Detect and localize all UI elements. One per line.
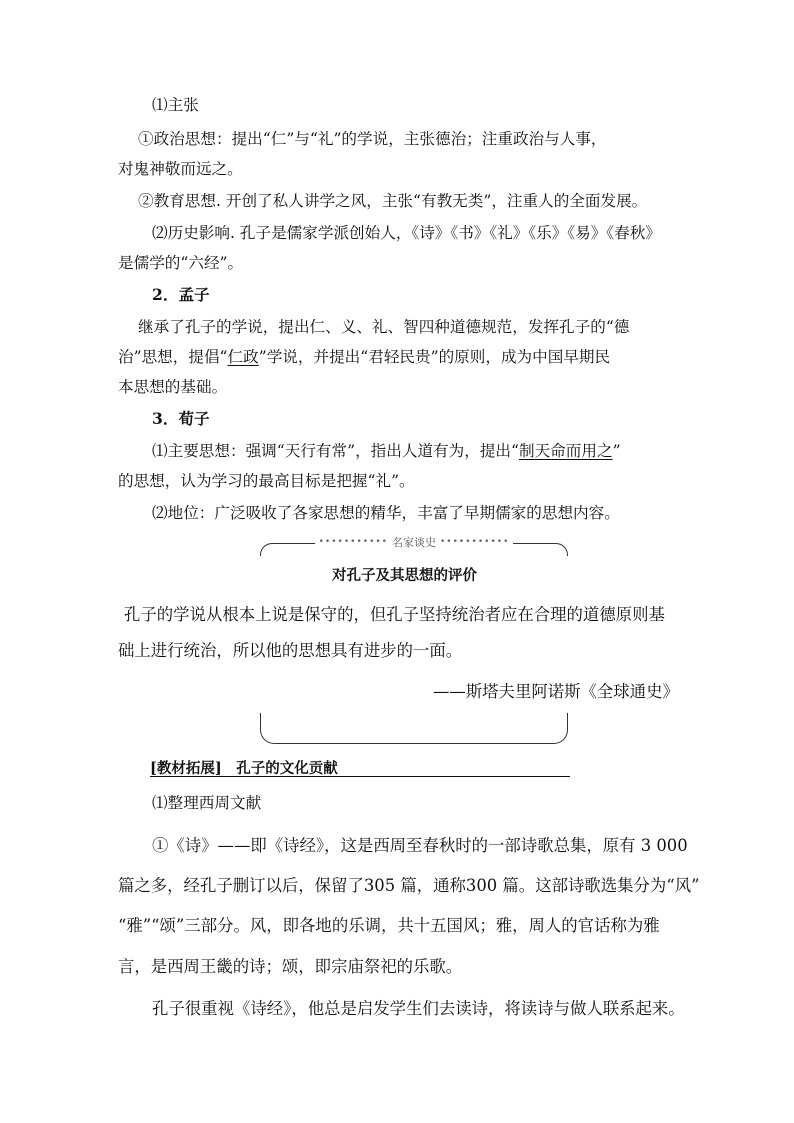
extension-subheading: ⑴整理西周文献 <box>152 794 262 812</box>
extension-label: [教材拓展] 孔子的文化贡献 <box>150 760 338 777</box>
sidebox-body-line-1: 孔子的学说从根本上说是保守的，但孔子坚持统治者应在合理的道德原则基 <box>124 605 665 624</box>
xunzi-line-1 <box>152 441 621 461</box>
mencius-line-2-pre: 治”思想，提倡“ <box>118 348 228 366</box>
mencius-line-2 <box>118 347 610 367</box>
extension-line-1: ①《诗》——即《诗经》，这是西周至春秋时的一部诗歌总集，原有 3 000 <box>152 836 688 855</box>
sidebox-bottom-border <box>260 713 568 744</box>
xunzi-line-1-pre: ⑴主要思想：强调“天行有常”，指出人道有为，提出“ <box>152 442 519 460</box>
extension-line-4: 言，是西周王畿的诗；颂，即宗庙祭祀的乐歌。 <box>118 957 463 976</box>
education-line: ②教育思想. 开创了私人讲学之风，主张“有教无类”，注重人的全面发展。 <box>138 192 648 210</box>
extension-line-2: 篇之多，经孔子删订以后，保留了305 篇，通称300 篇。这部诗歌选集分为“风” <box>118 876 700 895</box>
mencius-line-1: 继承了孔子的学说，提出仁、义、礼、智四种道德规范，发挥孔子的“德 <box>138 318 630 336</box>
politics-line-2: 对鬼神敬而远之。 <box>118 160 243 178</box>
sidebox-tag: ••••••••••• 名家谈史 ••••••••••• <box>266 534 562 550</box>
heading-xunzi: 3．荀子 <box>152 409 210 428</box>
control-destiny-term: 制天命而用之 <box>518 442 613 460</box>
extension-underline <box>150 776 570 777</box>
extension-line-3: “雅”“颂”三部分。风，即各地的乐调，共十五国风；雅，周人的官话称为雅 <box>118 916 660 935</box>
extension-line-5: 孔子很重视《诗经》，他总是启发学生们去读诗，将读诗与做人联系起来。 <box>152 999 685 1018</box>
mencius-line-3: 本思想的基础。 <box>118 378 228 396</box>
influence-line-1: ⑵历史影响. 孔子是儒家学派创始人，《诗》《书》《礼》《乐》《易》《春秋》 <box>152 224 661 242</box>
heading-mencius: 2．孟子 <box>152 285 210 304</box>
sidebox-title: 对孔子及其思想的评价 <box>332 567 477 584</box>
benevolent-government-term: 仁政 <box>227 348 259 366</box>
politics-line-1: ①政治思想：提出“仁”与“礼”的学说，主张德治；注重政治与人事， <box>138 130 607 148</box>
xunzi-line-2: 的思想，认为学习的最高目标是把握“礼”。 <box>118 472 415 490</box>
influence-line-2: 是儒学的“六经”。 <box>118 254 244 272</box>
sidebox-tag-label: 名家谈史 <box>392 536 436 549</box>
sidebox-body-line-2: 础上进行统治，所以他的思想具有进步的一面。 <box>118 641 463 660</box>
mencius-line-2-post: ”学说，并提出“君轻民贵”的原则，成为中国早期民 <box>258 348 611 366</box>
subheading-proposition: ⑴主张 <box>152 96 199 114</box>
xunzi-line-3: ⑵地位：广泛吸收了各家思想的精华，丰富了早期儒家的思想内容。 <box>152 504 620 522</box>
xunzi-line-1-post: ” <box>612 442 621 460</box>
sidebox-source: ——斯塔夫里阿诺斯《全球通史》 <box>433 682 679 701</box>
